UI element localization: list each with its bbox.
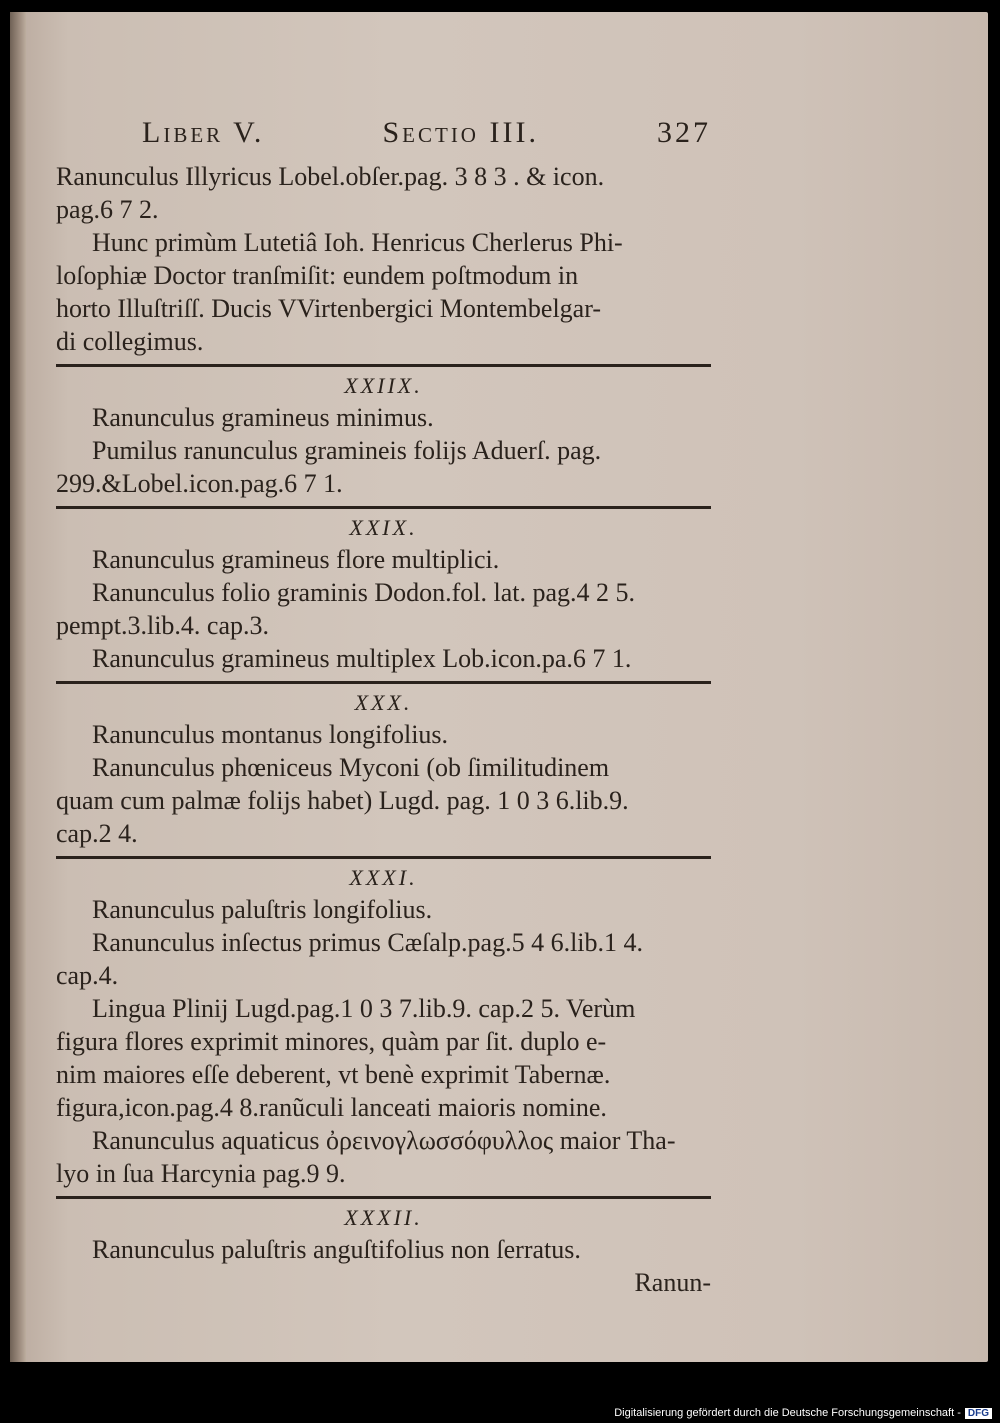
- book-page: [10, 12, 988, 1362]
- text-line: Ranunculus inſectus primus Cæſalp.pag.5 4 6.lib.1 4.: [92, 928, 644, 957]
- text-line: Ranunculus montanus longifolius.: [92, 720, 449, 749]
- text-line: cap.2 4.: [56, 819, 138, 848]
- text-line: Ranunculus gramineus flore multiplici.: [92, 545, 500, 574]
- text-line: Hunc primùm Lutetiâ Ioh. Henricus Cherlerus Phi-: [92, 228, 623, 257]
- page-spine: [10, 12, 26, 1362]
- page-text: [56, 116, 711, 1299]
- section-rule: [56, 1196, 711, 1199]
- section-number: XXIIX.: [344, 373, 423, 398]
- header-liber: Liber V.: [142, 116, 265, 149]
- text-line: Ranunculus gramineus minimus.: [92, 403, 434, 432]
- dfg-logo-icon: DFG: [965, 1408, 992, 1419]
- text-line: lyo in ſua Harcynia pag.9 9.: [56, 1159, 346, 1188]
- page-number: 327: [657, 116, 711, 149]
- section-rule: [56, 681, 711, 684]
- text-line: horto Illuſtriſſ. Ducis VVirtenbergici Montembelgar-: [56, 294, 602, 323]
- text-line: Lingua Plinij Lugd.pag.1 0 3 7.lib.9. cap.2 5. Verùm: [92, 994, 636, 1023]
- section-number: XXIX.: [349, 515, 418, 540]
- text-line: figura,icon.pag.4 8.ranũculi lanceati maioris nomine.: [56, 1093, 607, 1122]
- text-line: Ranunculus paluſtris anguſtifolius non ſerratus.: [92, 1235, 581, 1264]
- text-line: loſophiæ Doctor tranſmiſit: eundem poſtmodum in: [56, 261, 579, 290]
- text-line: Ranunculus paluſtris longifolius.: [92, 895, 433, 924]
- text-line: cap.4.: [56, 961, 119, 990]
- text-line: Ranunculus folio graminis Dodon.fol. lat. pag.4 2 5.: [92, 578, 636, 607]
- catchword: Ranun-: [634, 1268, 711, 1297]
- text-line: Ranunculus gramineus multiplex Lob.icon.pa.6 7 1.: [92, 644, 632, 673]
- text-line: nim maiores eſſe deberent, vt benè exprimit Tabernæ.: [56, 1060, 611, 1089]
- text-line: pempt.3.lib.4. cap.3.: [56, 611, 270, 640]
- text-line: 299.&Lobel.icon.pag.6 7 1.: [56, 469, 343, 498]
- section-rule: [56, 506, 711, 509]
- running-header: [142, 116, 711, 160]
- section-number: XXXI.: [349, 865, 418, 890]
- text-line: Ranunculus aquaticus ὀρεινογλωσσόφυλλος maior Tha-: [92, 1126, 676, 1155]
- section-rule: [56, 856, 711, 859]
- text-line: Pumilus ranunculus gramineis folijs Aduerſ. pag.: [92, 436, 602, 465]
- text-line: pag.6 7 2.: [56, 195, 159, 224]
- section-number: XXXII.: [344, 1205, 423, 1230]
- section-rule: [56, 364, 711, 367]
- digitization-footer: [614, 1407, 992, 1419]
- text-line: quam cum palmæ folijs habet) Lugd. pag. 1 0 3 6.lib.9.: [56, 786, 629, 815]
- header-sectio: Sectio III.: [382, 116, 539, 149]
- text-line: di collegimus.: [56, 327, 204, 356]
- footer-credit: Digitalisierung gefördert durch die Deutsche Forschungsgemeinschaft -: [614, 1407, 961, 1419]
- text-line: Ranunculus phœniceus Myconi (ob ſimilitudinem: [92, 753, 610, 782]
- text-line: figura flores exprimit minores, quàm par ſit. duplo e-: [56, 1027, 607, 1056]
- section-number: XXX.: [354, 690, 413, 715]
- text-line: Ranunculus Illyricus Lobel.obſer.pag. 3 8 3 . & icon.: [56, 162, 605, 191]
